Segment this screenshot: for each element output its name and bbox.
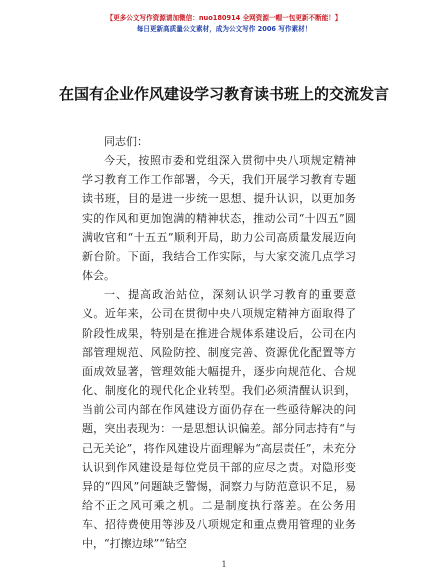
paragraph: 一、提高政治站位，深刻认识学习教育的重要意义。近年来，公司在贯彻中央八项规定精神方面取得了阶段性成果，特别是在推进合规体系建设后，公司在内部管理规范、风险防控、制度完善、资源优化配置等方面成效显著，管理效能大幅提升，逐步向规范化、合规化、制度化的现代化企业转型。我们必须清醒认识到，当前公司内部在作风建设方面仍存在一些亟待解决的问题，突出表现为：一是思想认识偏差。部分同志持有“与己无关论”，将作风建设片面理解为“高层责任”，未充分认识到作风建设是每位党员干部的应尽之责。对隐形变异的“四风”问题缺乏警惕，洞察力与防范意识不足，易给不正之风可乘之机。二是制度执行落差。在公务用车、招待费使用等涉及八项规定和重点费用管理的业务中，“打擦边球”“钻空 — [82, 288, 356, 551]
document-title: 在国有企业作风建设学习教育读书班上的交流发言 — [58, 85, 389, 103]
page-number: 1 — [221, 560, 227, 569]
document-body — [82, 132, 356, 553]
paragraph: 今天，按照市委和党组深入贯彻中央八项规定精神学习教育工作工作部署，今天，我们开展学习教育专题读书班，目的是进一步统一思想、提升认识，以更加务实的作风和更加饱满的精神状态，推动公司“十四五”圆满收官和“十五五”顺利开局，助力公司高质量发展迈向新台阶。下面，我结合工作实际，与大家交流几点学习体会。 — [82, 154, 356, 283]
salutation: 同志们： — [104, 135, 148, 148]
promo-banner-line-1: 【更多公文写作资源请加微信：nuo180914 全网资源一帽一包更新不断能！】 — [106, 14, 342, 22]
promo-banner-line-2: 每日更新高质量公文素材，成为公文写作 2006 写作素材！ — [136, 25, 312, 33]
